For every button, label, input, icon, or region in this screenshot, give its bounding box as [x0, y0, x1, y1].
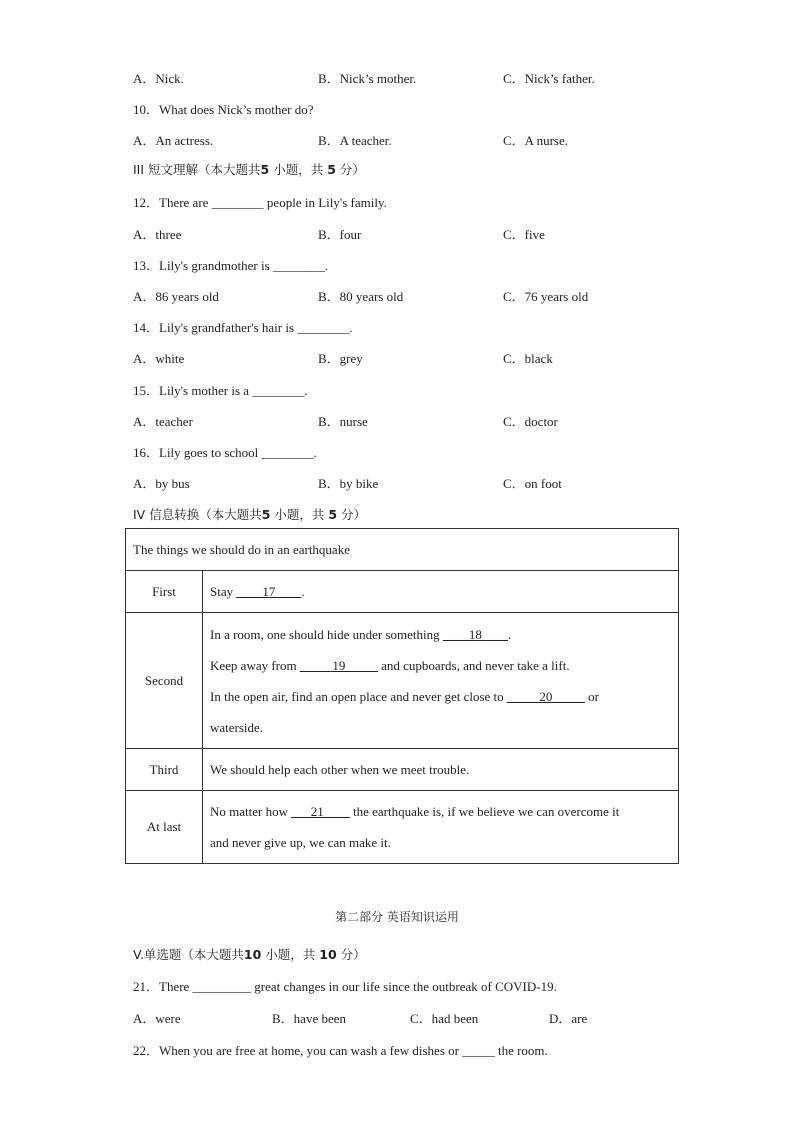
q15-option-b: B．nurse: [318, 414, 368, 429]
question-12: 12．There are ________ people in Lily's family.: [133, 195, 387, 210]
section-5-heading: V.单选题（本大题共10 小题，共 10 分）: [133, 947, 366, 962]
question-16: 16．Lily goes to school ________.: [133, 445, 317, 460]
question-22: 22．When you are free at home, you can wash a few dishes or _____ the room.: [133, 1043, 548, 1058]
section-3-heading: III 短文理解（本大题共5 小题，共 5 分）: [133, 162, 365, 177]
q21-option-d: D．are: [549, 1011, 588, 1026]
option-b: B．Nick’s mother.: [318, 71, 417, 86]
question-15: 15．Lily's mother is a ________.: [133, 383, 308, 398]
row-content-second: In a room, one should hide under something ____18____. Keep away from _____19_____ and cupboards, and never take a lift. In the open air, find an open place and never get close to _____20_____ or waterside.: [203, 613, 679, 749]
q21-option-b: B．have been: [272, 1011, 347, 1026]
q13-option-a: A．86 years old: [133, 289, 219, 304]
q14-option-c: C．black: [503, 351, 553, 366]
option-a: A．Nick.: [133, 71, 184, 86]
part-2-title: 第二部分 英语知识运用: [335, 910, 459, 924]
earthquake-table: [125, 528, 679, 864]
q10-option-c: C．A nurse.: [503, 133, 569, 148]
table-row-second: [126, 613, 679, 749]
question-14: 14．Lily's grandfather's hair is ________.: [133, 320, 353, 335]
q21-option-c: C．had been: [410, 1011, 479, 1026]
question-13: 13．Lily's grandmother is ________.: [133, 258, 329, 273]
blank-17[interactable]: ____17____: [236, 583, 302, 599]
q12-option-b: B．four: [318, 227, 362, 242]
q10-option-b: B．A teacher.: [318, 133, 392, 148]
table-row-last: [126, 791, 679, 864]
q12-option-a: A．three: [133, 227, 182, 242]
table-title: The things we should do in an earthquake: [126, 529, 679, 571]
section-4-heading: IV 信息转换（本大题共5 小题，共 5 分）: [133, 507, 367, 522]
row-content-last: No matter how ___21____ the earthquake is, if we believe we can overcome it and never give up, we can make it.: [203, 791, 679, 864]
option-c: C．Nick’s father.: [503, 71, 595, 86]
question-21: 21．There _________ great changes in our life since the outbreak of COVID-19.: [133, 979, 557, 994]
q14-option-a: A．white: [133, 351, 185, 366]
q16-option-c: C．on foot: [503, 476, 562, 491]
q14-option-b: B．grey: [318, 351, 363, 366]
table-row-third: [126, 749, 679, 791]
blank-18[interactable]: ____18____: [442, 626, 508, 642]
table-title-row: [126, 529, 679, 571]
q15-option-a: A．teacher: [133, 414, 193, 429]
row-label-first: First: [126, 571, 203, 613]
row-label-second: Second: [126, 613, 203, 749]
row-content-third: We should help each other when we meet trouble.: [203, 749, 679, 791]
q21-option-a: A．were: [133, 1011, 181, 1026]
blank-21[interactable]: ___21____: [291, 804, 350, 819]
row-label-third: Third: [126, 749, 203, 791]
q13-option-c: C．76 years old: [503, 289, 589, 304]
q10-option-a: A．An actress.: [133, 133, 214, 148]
q15-option-c: C．doctor: [503, 414, 558, 429]
question-10: 10．What does Nick’s mother do?: [133, 102, 314, 117]
row-content-first: Stay ____17____.: [203, 571, 679, 613]
q13-option-b: B．80 years old: [318, 289, 404, 304]
table-row-first: [126, 571, 679, 613]
row-label-last: At last: [126, 791, 203, 864]
q16-option-b: B．by bike: [318, 476, 379, 491]
blank-19[interactable]: _____19_____: [299, 657, 378, 673]
blank-20[interactable]: _____20_____: [506, 688, 585, 704]
q16-option-a: A．by bus: [133, 476, 190, 491]
q12-option-c: C．five: [503, 227, 545, 242]
